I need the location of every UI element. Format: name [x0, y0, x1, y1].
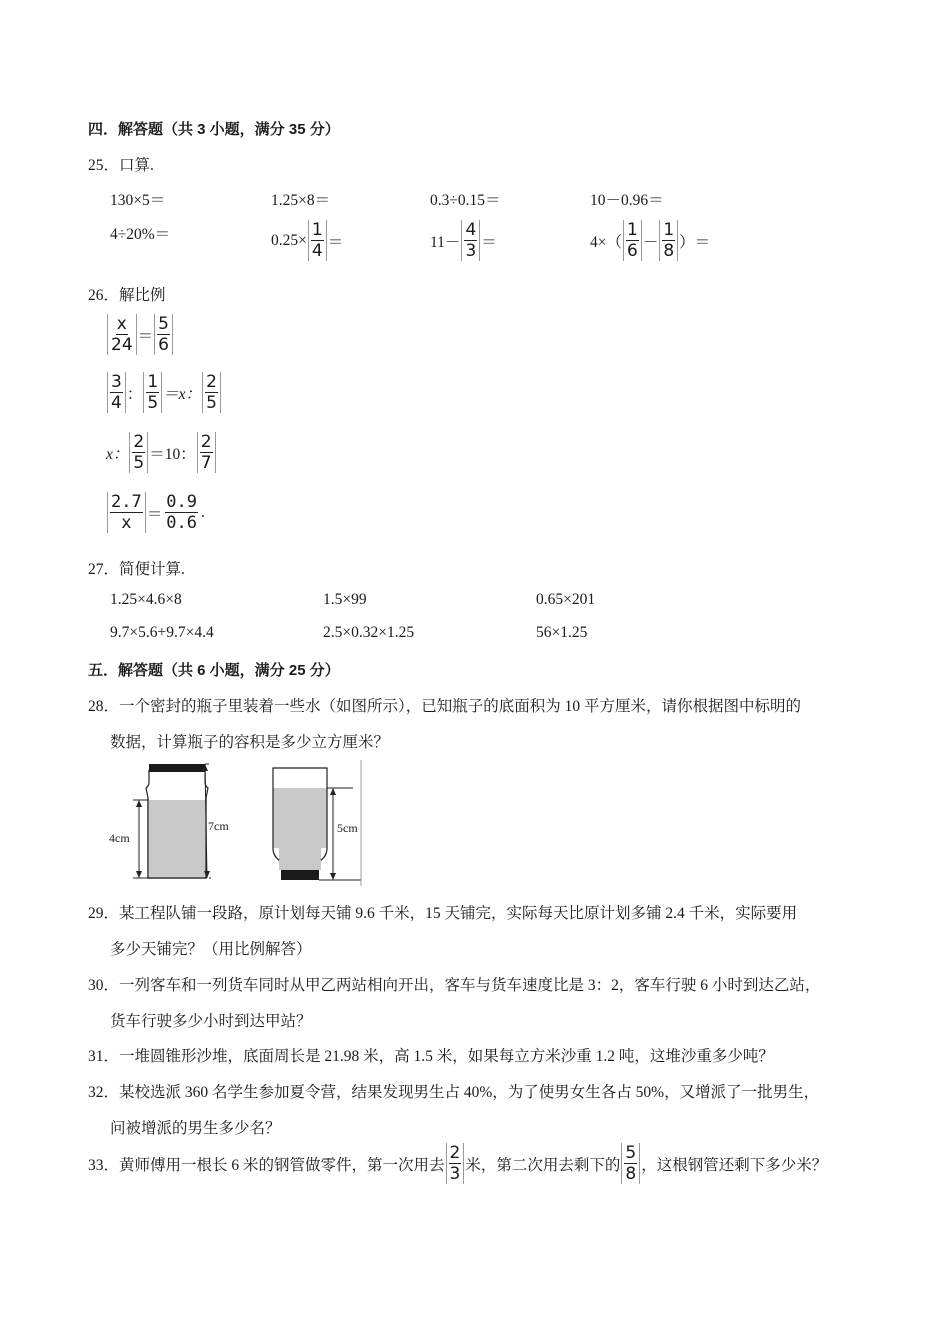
- denominator: 5: [206, 393, 217, 413]
- denominator: 3: [449, 1164, 461, 1184]
- numerator: 1: [627, 220, 638, 240]
- water-fill: [273, 788, 327, 848]
- bottle-inverted: [273, 768, 361, 880]
- bottle-cap: [149, 764, 205, 772]
- bottle-upright: [109, 764, 229, 878]
- ratio-middle: ＝x：: [163, 385, 202, 403]
- dimension-label: 4cm: [109, 831, 130, 845]
- bottle-figure: [105, 760, 365, 886]
- q33-line-1: [88, 1143, 827, 1184]
- denominator: 6: [627, 241, 638, 261]
- section5-title: 五．解答题（共 6 小题，满分 25 分）: [88, 662, 340, 679]
- numerator: 3: [111, 372, 122, 392]
- ratio-middle: ＝10：: [149, 445, 196, 463]
- q25-item-1: 130×5＝: [110, 192, 166, 209]
- ratio-sign: ：: [126, 385, 143, 403]
- numerator: 2: [200, 432, 212, 452]
- q25-item-8-post: ）＝: [679, 233, 711, 251]
- q27-item-4: 9.7×5.6+9.7×4.4: [110, 624, 214, 641]
- period: .: [200, 503, 205, 521]
- denominator: 8: [663, 241, 675, 261]
- dimension-label: 7cm: [208, 819, 229, 833]
- q33-text-pre: 33．黄师傅用一根长 6 米的钢管做零件，第一次用去: [88, 1156, 445, 1174]
- q28-line-1: 28．一个密封的瓶子里装着一些水（如图所示），已知瓶子的底面积为 10 平方厘米，请你根据图中标明的: [88, 698, 802, 715]
- q25-item-5: 4÷20%＝: [110, 226, 171, 243]
- denominator: 4: [311, 241, 323, 261]
- q25-label: 25．口算.: [88, 157, 154, 174]
- q26-equation-4: [106, 492, 205, 533]
- q27-item-3: 0.65×201: [536, 591, 596, 608]
- fraction: [461, 220, 480, 261]
- q26-label: 26．解比例: [88, 287, 166, 304]
- q29-line-1: 29．某工程队铺一段路，原计划每天铺 9.6 千米，15 天铺完，实际每天比原计划多铺 2.4 千米，实际要用: [88, 905, 798, 922]
- q30-line-2: 货车行驶多少小时到达甲站？: [110, 1013, 312, 1030]
- fraction: [659, 220, 678, 261]
- fraction: [143, 372, 162, 413]
- fraction: [308, 220, 327, 261]
- q25-item-2: 1.25×8＝: [271, 192, 331, 209]
- denominator: 8: [625, 1164, 637, 1184]
- fraction: [163, 492, 200, 533]
- q27-item-6: 56×1.25: [536, 624, 588, 641]
- denominator: 0.6: [166, 513, 197, 533]
- q25-item-8-pre: 4×（: [590, 233, 622, 251]
- q25-item-6-post: ＝: [327, 233, 344, 251]
- denominator: 5: [133, 453, 145, 473]
- fraction: [107, 372, 126, 413]
- q25-item-6-pre: 0.25×: [271, 231, 307, 249]
- q27-item-2: 1.5×99: [323, 591, 367, 608]
- q30-line-1: 30．一列客车和一列货车同时从甲乙两站相向开出，客车与货车速度比是 3：2，客车行驶 6 小时到达乙站，: [88, 977, 821, 994]
- denominator: 5: [147, 393, 159, 413]
- numerator: 0.9: [166, 492, 197, 512]
- denominator: 7: [200, 453, 212, 473]
- denominator: 3: [465, 241, 477, 261]
- equals-sign: ＝: [146, 505, 163, 523]
- q26-equation-1: [106, 314, 174, 355]
- q28-line-2: 数据，计算瓶子的容积是多少立方厘米？: [110, 734, 390, 751]
- q32-line-1: 32．某校选派 360 名学生参加夏令营，结果发现男生占 40%，为了使男女生各占 50%，又增派了一批男生，: [88, 1084, 820, 1101]
- numerator: 1: [147, 372, 159, 392]
- numerator: 5: [625, 1143, 637, 1163]
- fraction: [621, 1143, 640, 1184]
- q27-label: 27．简便计算.: [88, 561, 185, 578]
- bottle-cap: [281, 870, 319, 880]
- denominator: x: [121, 513, 132, 533]
- numerator: 1: [311, 220, 323, 240]
- q33-text-mid: 米，第二次用去剩下的: [465, 1156, 621, 1174]
- ratio-prefix: x：: [106, 445, 129, 463]
- numerator: 2: [449, 1143, 461, 1163]
- numerator: 4: [465, 220, 477, 240]
- section4-title: 四．解答题（共 3 小题，满分 35 分）: [88, 121, 340, 138]
- fraction: [446, 1143, 465, 1184]
- fraction: [107, 492, 146, 533]
- q26-equation-2: [106, 372, 222, 413]
- fraction: [623, 220, 642, 261]
- q27-item-1: 1.25×4.6×8: [110, 591, 182, 608]
- q26-equation-3: [106, 432, 217, 473]
- q25-item-6: [271, 220, 343, 261]
- numerator: x: [116, 314, 127, 334]
- q25-item-7: [430, 220, 497, 261]
- q27-item-5: 2.5×0.32×1.25: [323, 624, 415, 641]
- q25-item-8-mid: －: [642, 233, 659, 251]
- q25-item-4: 10－0.96＝: [590, 192, 664, 209]
- fraction: [202, 372, 221, 413]
- q29-line-2: 多少天铺完？（用比例解答）: [110, 941, 312, 958]
- q25-item-7-post: ＝: [481, 233, 497, 251]
- q25-item-7-pre: 11－: [430, 233, 461, 251]
- q25-item-3: 0.3÷0.15＝: [430, 192, 501, 209]
- denominator: 4: [111, 393, 122, 413]
- q31-line-1: 31．一堆圆锥形沙堆，底面周长是 21.98 米，高 1.5 米，如果每立方米沙重 1.2 吨，这堆沙重多少吨？: [88, 1048, 774, 1065]
- numerator: 2: [206, 372, 217, 392]
- numerator: 5: [158, 314, 169, 334]
- numerator: 2.7: [111, 492, 142, 512]
- q25-item-8: [590, 220, 710, 261]
- dimension-label: 5cm: [337, 821, 358, 835]
- q32-line-2: 问被增派的男生多少名？: [110, 1120, 281, 1137]
- q33-text-post: ，这根钢管还剩下多少米？: [641, 1156, 828, 1174]
- fraction: [107, 314, 137, 355]
- fraction: [154, 314, 173, 355]
- numerator: 2: [133, 432, 145, 452]
- denominator: 24: [111, 335, 133, 355]
- fraction: [197, 432, 216, 473]
- equals-sign: ＝: [137, 327, 154, 345]
- water-fill: [149, 800, 206, 878]
- numerator: 1: [663, 220, 675, 240]
- denominator: 6: [158, 335, 169, 355]
- fraction: [129, 432, 148, 473]
